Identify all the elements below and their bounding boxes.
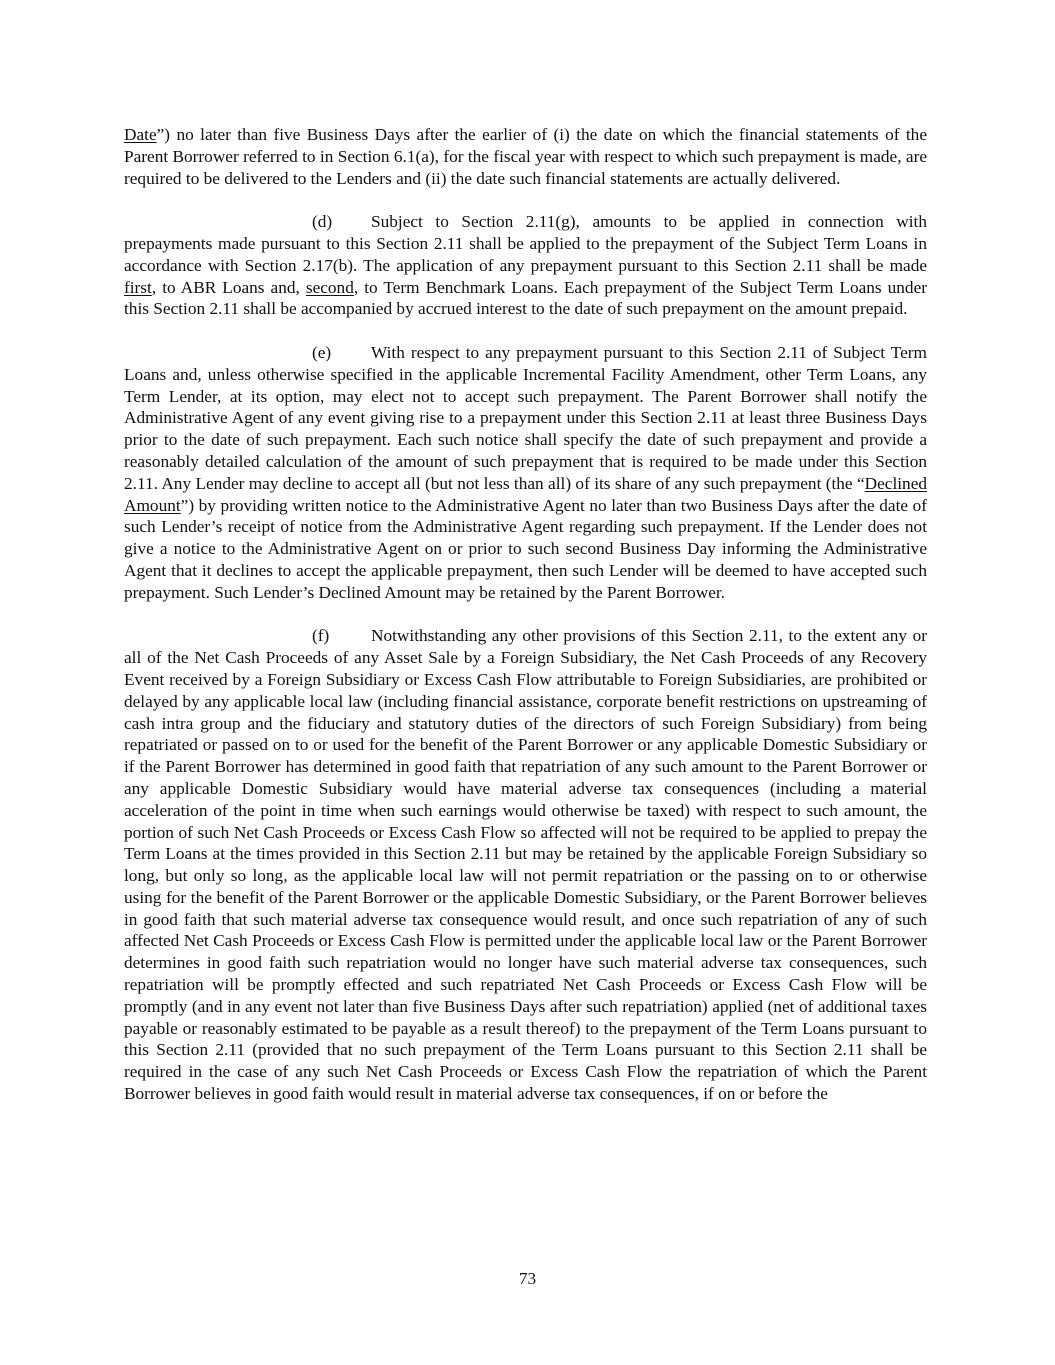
paragraph-label: (d): [312, 212, 333, 232]
paragraph-text: ”) by providing written notice to the Administrative Agent no later than two Business Days after the date of such Lender’s receipt of notice from the Administrative Agent regarding such prepayment. If the Lender does not give a notice to the Administrative Agent on or prior to such second Business Day informing the Administrative Agent that it declines to accept the applicable prepayment, then such Lender will be deemed to have accepted such prepayment. Such Lender’s Declined Amount may be retained by the Parent Borrower.: [124, 495, 927, 602]
defined-term-date: Date: [124, 125, 157, 144]
paragraph-f: [124, 625, 927, 1105]
paragraph-d: [124, 211, 927, 320]
defined-term-declined-amount: Declined Amount: [124, 473, 927, 515]
page-number: 73: [518, 1269, 537, 1288]
emphasis-second: second: [305, 277, 354, 297]
paragraph-e: [124, 342, 927, 604]
paragraph-label: (f): [312, 626, 330, 646]
document-page: [124, 124, 927, 1127]
paragraph-text: Subject to Section 2.11(g), amounts to be applied in connection with prepayments made pursuant to this Section 2.11 shall be applied to the prepayment of the Subject Term Loans in accordance with Section 2.17(b). The application of any prepayment pursuant to this Section 2.11 shall be made: [124, 212, 927, 275]
paragraph-c-continuation: [124, 124, 927, 189]
emphasis-first: first: [124, 277, 152, 297]
paragraph-text: , to Term Benchmark Loans. Each prepayment of the Subject Term Loans under this Section 2.11 shall be accompanied by accrued interest to the date of such prepayment on the amount prepaid.: [124, 277, 927, 319]
paragraph-text: ”) no later than five Business Days after the earlier of (i) the date on which the financial statements of the Parent Borrower referred to in Section 6.1(a), for the fiscal year with respect to which such prepayment is made, are required to be delivered to the Lenders and (ii) the date such financial statements are actually delivered.: [124, 125, 927, 188]
paragraph-text: , to ABR Loans and,: [151, 277, 306, 297]
paragraph-text: Notwithstanding any other provisions of this Section 2.11, to the extent any or all of the Net Cash Proceeds of any Asset Sale by a Foreign Subsidiary, the Net Cash Proceeds of any Recovery Event received by a Foreign Subsidiary or Excess Cash Flow attributable to Foreign Subsidiaries, are prohibited or delayed by any applicable local law (including financial assistance, corporate benefit restrictions on upstreaming of cash intra group and the fiduciary and statutory duties of the directors of such Foreign Subsidiary) from being repatriated or passed on to or used for the benefit of the Parent Borrower or any applicable Domestic Subsidiary or if the Parent Borrower has determined in good faith that repatriation of any such amount to the Parent Borrower or any applicable Domestic Subsidiary would have material adverse tax consequences (including a material acceleration of the point in time when such earnings would otherwise be taxed) with respect to such amount, the portion of such Net Cash Proceeds or Excess Cash Flow so affected will not be required to be applied to prepay the Term Loans at the times provided in this Section 2.11 but may be retained by the applicable Foreign Subsidiary so long, but only so long, as the applicable local law will not permit repatriation or the passing on to or otherwise using for the benefit of the Parent Borrower or the applicable Domestic Subsidiary, or the Parent Borrower believes in good faith that such material adverse tax consequence would result, and once such repatriation of any of such affected Net Cash Proceeds or Excess Cash Flow is permitted under the applicable local law or the Parent Borrower determines in good faith such repatriation would no longer have such material adverse tax consequences, such repatriation will be promptly effected and such repatriated Net Cash Proceeds or Excess Cash Flow will be promptly (and in any event not later than five Business Days after such repatriation) applied (net of additional taxes payable or reasonably estimated to be payable as a result thereof) to the prepayment of the Term Loans pursuant to this Section 2.11 (provided that no such prepayment of the Term Loans pursuant to this Section 2.11 shall be required in the case of any such Net Cash Proceeds or Excess Cash Flow the repatriation of which the Parent Borrower believes in good faith would result in material adverse tax consequences, if on or before the: [124, 626, 927, 1104]
paragraph-label: (e): [312, 342, 332, 362]
paragraph-text: With respect to any prepayment pursuant to this Section 2.11 of Subject Term Loans and, unless otherwise specified in the applicable Incremental Facility Amendment, other Term Loans, any Term Lender, at its option, may elect not to accept such prepayment. The Parent Borrower shall notify the Administrative Agent of any event giving rise to a prepayment under this Section 2.11 at least three Business Days prior to the date of such prepayment. Each such notice shall specify the date of such prepayment and provide a reasonably detailed calculation of the amount of such prepayment that is required to be made under this Section 2.11. Any Lender may decline to accept all (but not less than all) of its share of any such prepayment (the “: [124, 342, 927, 493]
